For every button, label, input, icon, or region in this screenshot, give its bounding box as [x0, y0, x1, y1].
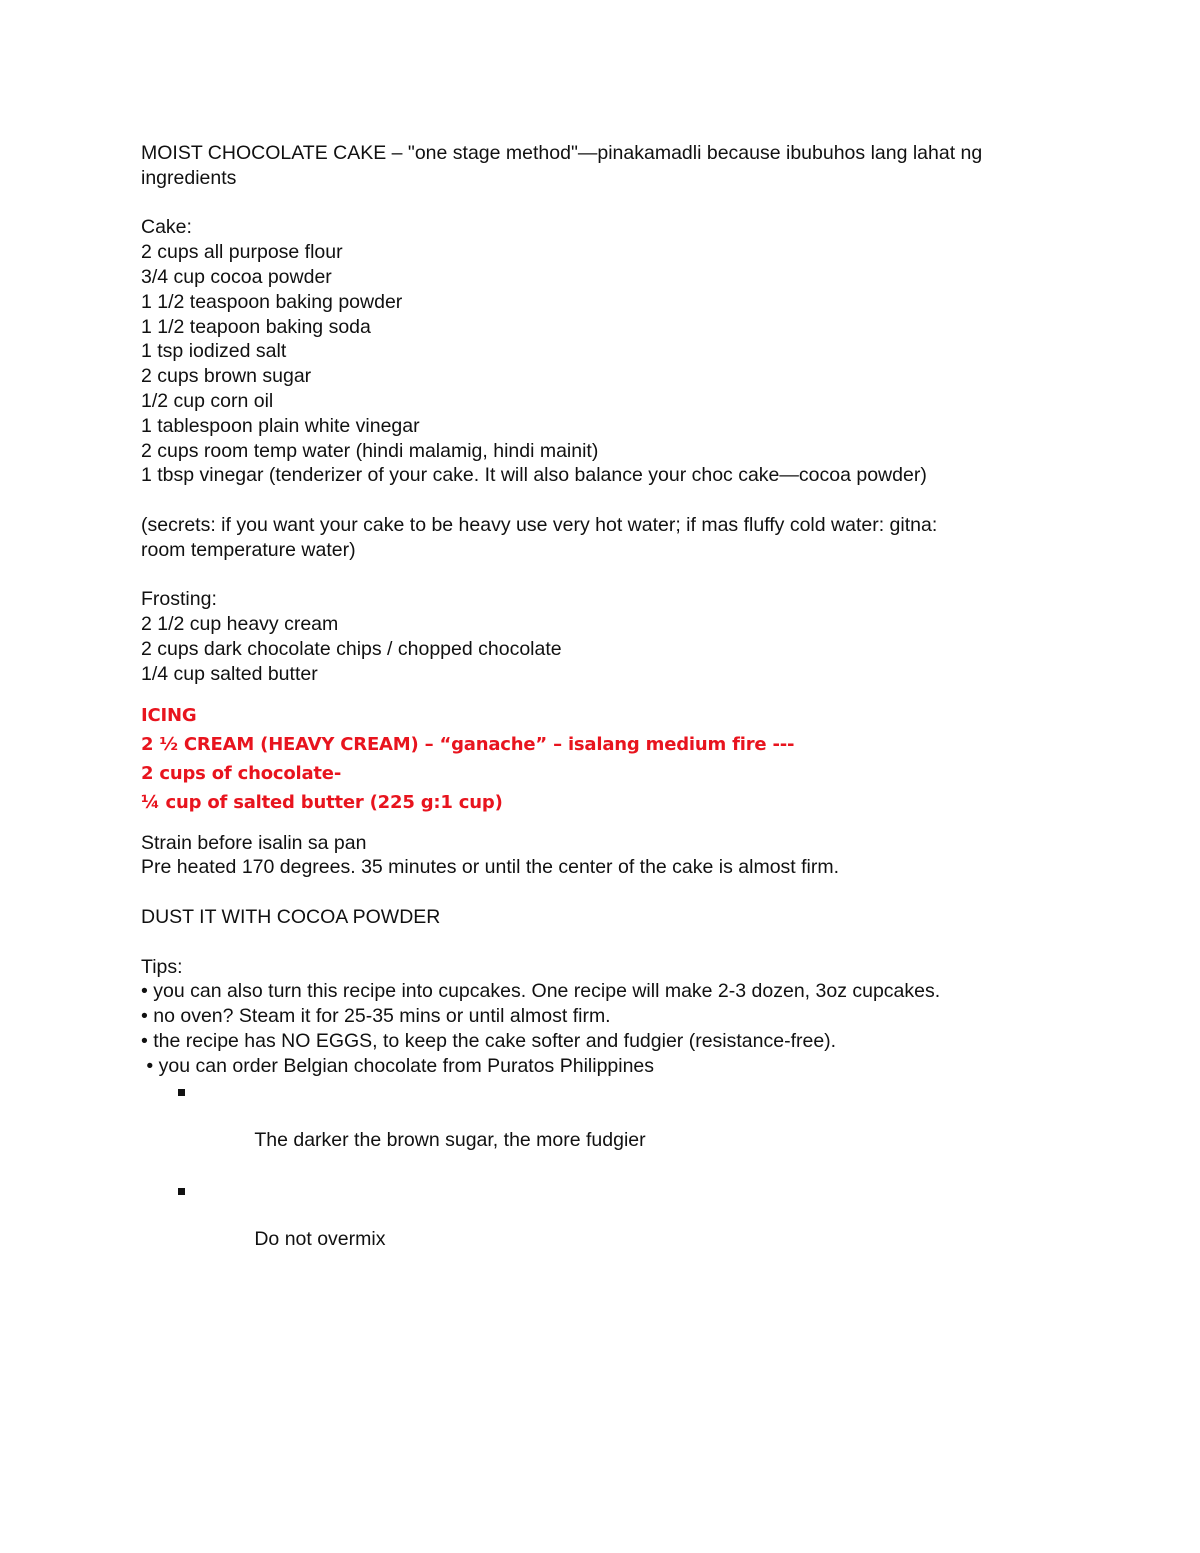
- document-title-line-1: MOIST CHOCOLATE CAKE – "one stage method"—pinakamadli because ibubuhos lang lahat ng: [141, 142, 983, 164]
- cake-ingredient: 1 1/2 teaspoon baking powder: [141, 290, 403, 313]
- tip-item: • you can order Belgian chocolate from Puratos Philippines: [141, 1054, 655, 1077]
- tips-sub-item-text: The darker the brown sugar, the more fudgier: [254, 1129, 646, 1152]
- spacer: [141, 880, 1061, 905]
- dust-instruction: DUST IT WITH COCOA POWDER: [141, 905, 441, 928]
- icing-line: 2 cups of chocolate-: [141, 762, 342, 784]
- spacer: [141, 563, 1061, 588]
- frosting-ingredient: 2 cups dark chocolate chips / chopped chocolate: [141, 637, 562, 660]
- frosting-heading: Frosting:: [141, 588, 217, 611]
- instruction-line: Pre heated 170 degrees. 35 minutes or until the center of the cake is almost firm.: [141, 856, 840, 879]
- square-bullet-icon: [178, 1188, 185, 1195]
- square-bullet-icon: [178, 1089, 185, 1096]
- tips-sub-list: [141, 1079, 1061, 1277]
- tip-item: • no oven? Steam it for 25-35 mins or until almost firm.: [141, 1005, 611, 1028]
- secrets-note-line-1: (secrets: if you want your cake to be heavy use very hot water; if mas fluffy cold water: gitna:: [141, 513, 938, 536]
- tips-heading: Tips:: [141, 955, 183, 978]
- frosting-ingredient: 1/4 cup salted butter: [141, 662, 318, 685]
- spacer: [141, 817, 1061, 831]
- tip-item: • the recipe has NO EGGS, to keep the cake softer and fudgier (resistance-free).: [141, 1029, 837, 1052]
- cake-ingredient: 2 cups brown sugar: [141, 365, 312, 388]
- cake-heading: Cake:: [141, 216, 192, 239]
- cake-ingredient: 1 tbsp vinegar (tenderizer of your cake. It will also balance your choc cake—cocoa powder): [141, 464, 927, 487]
- cake-ingredient: 2 cups room temp water (hindi malamig, hindi mainit): [141, 439, 599, 462]
- tips-sub-item-text: Do not overmix: [254, 1228, 386, 1251]
- tips-sub-item: [141, 1178, 1061, 1277]
- spacer: [141, 687, 1061, 701]
- cake-ingredient: 1 1/2 teapoon baking soda: [141, 315, 371, 338]
- cake-ingredient: 1 tsp iodized salt: [141, 340, 287, 363]
- cake-ingredient: 2 cups all purpose flour: [141, 241, 343, 264]
- tips-sub-item: [141, 1079, 1061, 1178]
- cake-ingredient: 1 tablespoon plain white vinegar: [141, 414, 420, 437]
- recipe-content: [141, 141, 1061, 1277]
- spacer: [141, 930, 1061, 955]
- spacer: [141, 191, 1061, 216]
- tip-item: • you can also turn this recipe into cupcakes. One recipe will make 2-3 dozen, 3oz cupcakes.: [141, 980, 941, 1003]
- frosting-ingredient: 2 1/2 cup heavy cream: [141, 613, 339, 636]
- cake-ingredient: 3/4 cup cocoa powder: [141, 265, 332, 288]
- spacer: [141, 488, 1061, 513]
- secrets-note-line-2: room temperature water): [141, 538, 356, 561]
- icing-line: ¼ cup of salted butter (225 g:1 cup): [141, 791, 503, 813]
- instruction-line: Strain before isalin sa pan: [141, 831, 367, 854]
- icing-line: 2 ½ CREAM (HEAVY CREAM) – “ganache” – isalang medium fire ---: [141, 733, 795, 755]
- icing-heading: ICING: [141, 704, 197, 726]
- cake-ingredient: 1/2 cup corn oil: [141, 389, 274, 412]
- document-title-line-2: ingredients: [141, 166, 237, 189]
